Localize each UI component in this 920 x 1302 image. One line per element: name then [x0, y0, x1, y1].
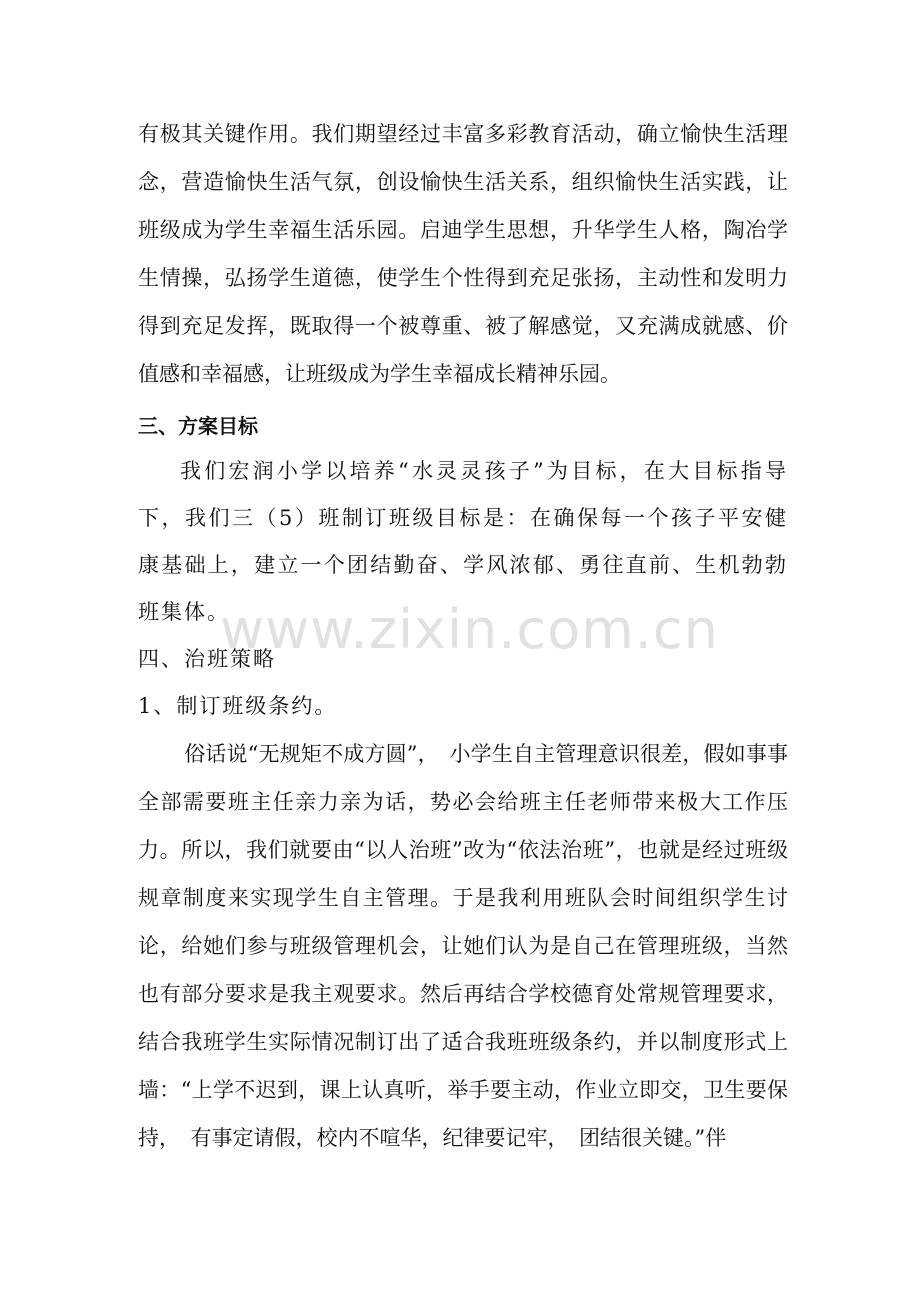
section-heading-4: 四、治班策略: [138, 647, 276, 671]
paragraph-goal: 我们宏润小学以培养“水灵灵孩子”为目标，在大目标指导下，我们三（5）班制订班级目标是：在确保每一个孩子平安健康基础上，建立一个团结勤奋、学风浓郁、勇往直前、生机勃勃班集体。: [138, 459, 788, 624]
document-body: [138, 110, 788, 1162]
paragraph-rules: 俗话说“无规矩不成方圆”， 小学生自主管理意识很差，假如事事全部需要班主任亲力亲为话，势必会给班主任老师带来极大工作压力。所以，我们就要由“以人治班”改为“依法治班”，也就是经过班级规章制度来实现学生自主管理。于是我利用班队会时间组织学生讨论，给她们参与班级管理机会，让她们认为是自己在管理班级，当然也有部分要求是我主观要求。然后再结合学校德育处常规管理要求，结合我班学生实际情况制订出了适合我班班级条约，并以制度形式上墙：“上学不迟到，课上认真听，举手要主动，作业立即交，卫生要保持， 有事定请假，校内不喧华，纪律要记牢， 团结很关键。”伴: [138, 742, 788, 1150]
watermark-text: www.zixin.com.cn: [220, 598, 719, 661]
paragraph-intro: 有极其关键作用。我们期望经过丰富多彩教育活动，确立愉快生活理念，营造愉快生活气氛，创设愉快生活关系，组织愉快生活实践，让班级成为学生幸福生活乐园。启迪学生思想，升华学生人格，陶冶学生情操，弘扬学生道德，使学生个性得到充足张扬，主动性和发明力得到充足发挥，既取得一个被尊重、被了解感觉，又充满成就感、价值感和幸福感，让班级成为学生幸福成长精神乐园。: [138, 122, 788, 386]
section-heading-3: 三、方案目标: [138, 414, 258, 438]
list-item-1: 1、制订班级条约。: [138, 694, 338, 718]
